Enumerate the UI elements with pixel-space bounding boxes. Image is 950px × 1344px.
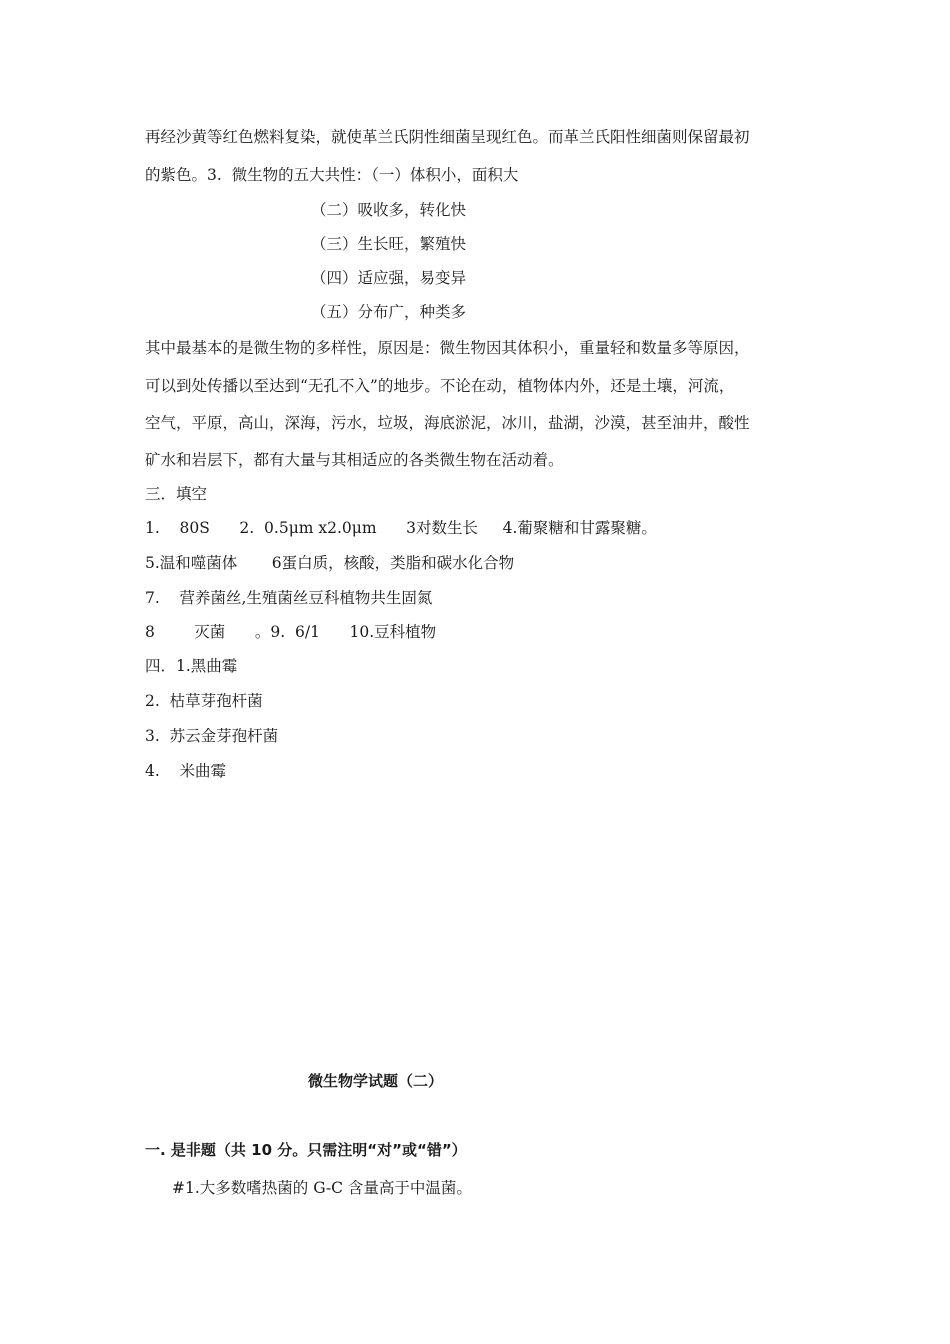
- answer-line: 8 灭菌 。9. 6/1 10.豆科植物: [145, 623, 437, 641]
- paragraph-line: 其中最基本的是微生物的多样性，原因是：微生物因其体积小，重量轻和数量多等原因，: [145, 339, 750, 357]
- paragraph-line: 空气，平原，高山，深海，污水，垃圾，海底淤泥，冰川，盐湖，沙漠，甚至油井，酸性: [145, 414, 750, 432]
- paragraph-line: 再经沙黄等红色燃料复染，就使革兰氏阴性细菌呈现红色。而革兰氏阳性细菌则保留最初: [145, 128, 750, 146]
- answer-line: 4. 米曲霉: [145, 762, 226, 780]
- paragraph-line: 矿水和岩层下，都有大量与其相适应的各类微生物在活动着。: [145, 451, 564, 469]
- part-heading: 一. 是非题（共 10 分。只需注明“对”或“错”）: [145, 1141, 467, 1159]
- answer-line: 2. 枯草芽孢杆菌: [145, 692, 263, 710]
- trait-item: （二）吸收多，转化快: [311, 201, 467, 219]
- trait-item: （四）适应强，易变异: [311, 269, 467, 287]
- section-heading: 三．填空: [145, 485, 208, 503]
- trait-item: （三）生长旺，繁殖快: [311, 235, 467, 253]
- question-line: #1.大多数嗜热菌的 G-C 含量高于中温菌。: [172, 1179, 472, 1197]
- trait-item: （五）分布广，种类多: [311, 303, 467, 321]
- answer-line: 5.温和噬菌体 6蛋白质，核酸，类脂和碳水化合物: [145, 554, 515, 572]
- paragraph-line: 可以到处传播以至达到“无孔不入”的地步。不论在动，植物体内外，还是土壤，河流，: [145, 377, 735, 395]
- answer-line: 1. 80S 2. 0.5μm x2.0μm 3对数生长 4.葡聚糖和甘露聚糖。: [145, 519, 657, 537]
- answer-line: 7. 营养菌丝,生殖菌丝豆科植物共生固氮: [145, 589, 433, 607]
- section-heading: 四．1.黑曲霉: [145, 657, 238, 675]
- answer-line: 3. 苏云金芽孢杆菌: [145, 727, 279, 745]
- paragraph-line: 的紫色。3. 微生物的五大共性：（一）体积小，面积大: [145, 166, 519, 184]
- exam-title: 微生物学试题（二）: [308, 1072, 444, 1090]
